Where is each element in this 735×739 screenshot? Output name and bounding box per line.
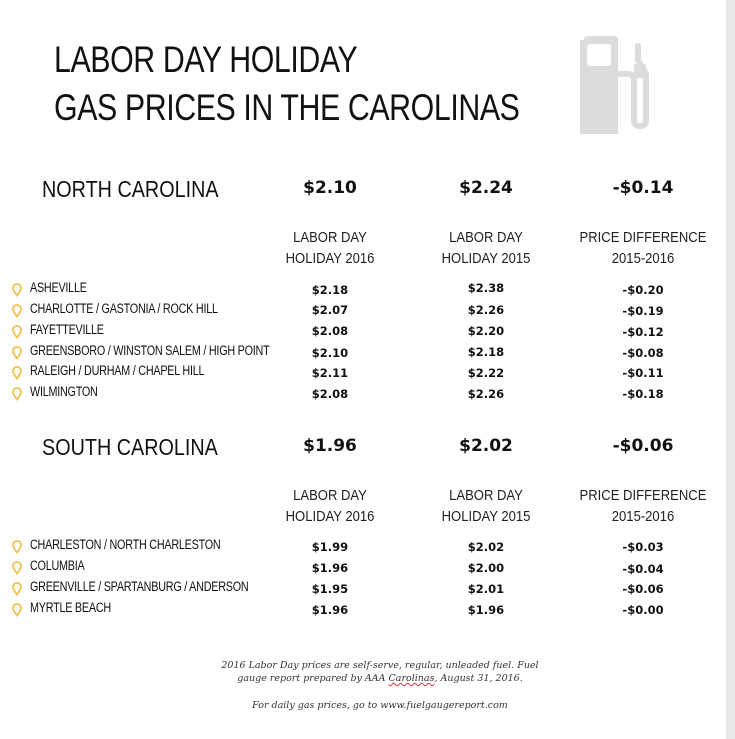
col-header-line: HOLIDAY 2015 xyxy=(441,251,531,267)
map-pin-icon xyxy=(12,366,22,380)
title-line-2: GAS PRICES IN THE CAROLINAS xyxy=(54,87,520,128)
price-2015: $2.26 xyxy=(467,303,505,317)
price-2015: $2.38 xyxy=(467,281,505,295)
col-header-line: LABOR DAY xyxy=(449,230,523,246)
city-label: COLUMBIA xyxy=(30,558,85,573)
price-2016: $1.96 xyxy=(311,603,349,617)
footnote-line-1: 2016 Labor Day prices are self-serve, regular, unleaded fuel. Fuel xyxy=(221,660,539,671)
price-2015: $2.22 xyxy=(467,366,505,380)
map-pin-icon xyxy=(12,540,22,554)
map-pin-icon xyxy=(12,561,22,575)
price-difference: -$0.11 xyxy=(622,366,664,380)
col-header-line: LABOR DAY xyxy=(293,488,367,504)
map-pin-icon xyxy=(12,304,22,318)
price-2015: $2.18 xyxy=(467,345,505,359)
col-header-line: LABOR DAY xyxy=(449,488,523,504)
col-header-line: LABOR DAY xyxy=(293,230,367,246)
sc-average-2016: $1.96 xyxy=(303,436,357,456)
price-2016: $2.10 xyxy=(311,346,349,360)
map-pin-icon xyxy=(12,387,22,401)
nc-average-2015: $2.24 xyxy=(459,178,513,198)
footnote-text: gauge report prepared by AAA xyxy=(237,673,389,684)
col-header-line: PRICE DIFFERENCE xyxy=(579,488,707,504)
col-header-line: 2015-2016 xyxy=(611,251,675,267)
city-label: CHARLESTON / NORTH CHARLESTON xyxy=(30,537,221,552)
price-2015: $2.26 xyxy=(467,387,505,401)
map-pin-icon xyxy=(12,325,22,339)
city-label: MYRTLE BEACH xyxy=(30,600,111,615)
footnote xyxy=(190,659,570,685)
price-difference: -$0.20 xyxy=(622,283,664,297)
sc-average-2015: $2.02 xyxy=(459,436,513,456)
price-difference: -$0.06 xyxy=(622,582,664,596)
map-pin-icon xyxy=(12,346,22,360)
nc-col-header-2016 xyxy=(263,228,398,270)
price-2016: $2.11 xyxy=(311,366,349,380)
city-label: ASHEVILLE xyxy=(30,280,87,295)
sc-average-difference: -$0.06 xyxy=(612,436,674,456)
city-label: RALEIGH / DURHAM / CHAPEL HILL xyxy=(30,363,205,378)
price-difference: -$0.08 xyxy=(622,346,664,360)
col-header-line: 2015-2016 xyxy=(611,509,675,525)
page-title xyxy=(54,36,520,132)
price-2015: $2.02 xyxy=(467,540,505,554)
price-2016: $2.08 xyxy=(311,387,349,401)
price-difference: -$0.12 xyxy=(622,325,664,339)
col-header-line: HOLIDAY 2016 xyxy=(285,509,375,525)
footnote-text: , August 31, 2016. xyxy=(434,673,523,684)
price-2015: $2.00 xyxy=(467,561,505,575)
gas-pump-icon xyxy=(574,34,660,138)
price-difference: -$0.04 xyxy=(622,562,664,576)
city-label: CHARLOTTE / GASTONIA / ROCK HILL xyxy=(30,301,218,316)
price-difference: -$0.00 xyxy=(622,603,664,617)
nc-state-name: NORTH CAROLINA xyxy=(42,176,219,202)
city-label: GREENSBORO / WINSTON SALEM / HIGH POINT xyxy=(30,343,270,358)
price-2016: $2.18 xyxy=(311,283,349,297)
price-difference: -$0.18 xyxy=(622,387,664,401)
nc-col-header-2015 xyxy=(419,228,554,270)
sc-col-header-difference xyxy=(576,486,711,528)
price-2015: $2.20 xyxy=(467,324,505,338)
sc-state-name: SOUTH CAROLINA xyxy=(42,434,218,460)
website-note: For daily gas prices, go to www.fuelgaugereport.com xyxy=(252,700,508,711)
map-pin-icon xyxy=(12,582,22,596)
price-2016: $2.08 xyxy=(311,324,349,338)
price-2016: $1.96 xyxy=(311,561,349,575)
sc-col-header-2015 xyxy=(419,486,554,528)
title-line-1: LABOR DAY HOLIDAY xyxy=(54,39,358,80)
price-2016: $1.95 xyxy=(311,582,349,596)
nc-average-difference: -$0.14 xyxy=(612,178,674,198)
col-header-line: HOLIDAY 2016 xyxy=(285,251,375,267)
footnote-line-2 xyxy=(190,672,570,685)
price-2016: $2.07 xyxy=(311,303,349,317)
footnote-underlined-word: Carolinas xyxy=(388,673,435,684)
sc-col-header-2016 xyxy=(263,486,398,528)
map-pin-icon xyxy=(12,603,22,617)
city-label: GREENVILLE / SPARTANBURG / ANDERSON xyxy=(30,579,249,594)
price-difference: -$0.19 xyxy=(622,304,664,318)
city-label: WILMINGTON xyxy=(30,384,98,399)
city-label: FAYETTEVILLE xyxy=(30,322,104,337)
price-difference: -$0.03 xyxy=(622,540,664,554)
price-2015: $1.96 xyxy=(467,603,505,617)
price-2015: $2.01 xyxy=(467,582,505,596)
nc-col-header-difference xyxy=(576,228,711,270)
map-pin-icon xyxy=(12,283,22,297)
price-2016: $1.99 xyxy=(311,540,349,554)
nc-average-2016: $2.10 xyxy=(303,178,357,198)
col-header-line: PRICE DIFFERENCE xyxy=(579,230,707,246)
col-header-line: HOLIDAY 2015 xyxy=(441,509,531,525)
